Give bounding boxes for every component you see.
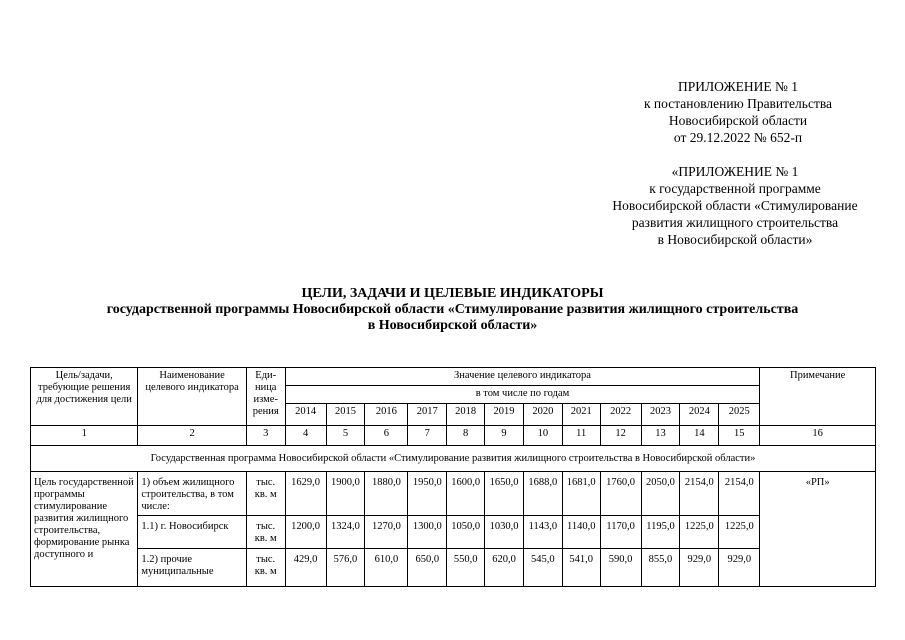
appendix-line: к государственной программе [649, 181, 821, 196]
year-cell: 2021 [562, 404, 600, 426]
appendix-line: Новосибирской области «Стимулирование [612, 198, 858, 213]
value-cell: 1030,0 [485, 516, 524, 549]
value-cell: 2154,0 [680, 472, 719, 516]
col-number: 14 [680, 426, 719, 446]
value-cell: 929,0 [719, 549, 760, 587]
value-cell: 650,0 [408, 549, 447, 587]
value-cell: 1140,0 [562, 516, 600, 549]
value-cell: 1200,0 [285, 516, 326, 549]
value-cell: 590,0 [600, 549, 641, 587]
col-number: 6 [365, 426, 408, 446]
year-cell: 2016 [365, 404, 408, 426]
year-cell: 2017 [408, 404, 447, 426]
value-cell: 541,0 [562, 549, 600, 587]
appendix-line: «ПРИЛОЖЕНИЕ № 1 [671, 164, 799, 179]
header-goal: Цель/задачи, требующие решения для достижения цели [31, 368, 138, 426]
value-cell: 1900,0 [326, 472, 365, 516]
value-cell: 1170,0 [600, 516, 641, 549]
indicator-cell: 1.1) г. Новосибирск [138, 516, 246, 549]
value-cell: 610,0 [365, 549, 408, 587]
year-cell: 2022 [600, 404, 641, 426]
col-number: 16 [760, 426, 876, 446]
year-cell: 2018 [447, 404, 485, 426]
value-cell: 1950,0 [408, 472, 447, 516]
appendix-line: развития жилищного строительства [631, 215, 839, 230]
value-cell: 1688,0 [523, 472, 562, 516]
table-row [31, 549, 876, 587]
col-number: 7 [408, 426, 447, 446]
value-cell: 1600,0 [447, 472, 485, 516]
year-cell: 2020 [523, 404, 562, 426]
header-by-year: в том числе по годам [285, 386, 760, 404]
col-number: 10 [523, 426, 562, 446]
col-number: 9 [485, 426, 524, 446]
value-cell: 1300,0 [408, 516, 447, 549]
col-number: 11 [562, 426, 600, 446]
document-title [40, 286, 865, 334]
value-cell: 1050,0 [447, 516, 485, 549]
value-cell: 1225,0 [719, 516, 760, 549]
appendix-line: Новосибирской области [668, 113, 808, 128]
program-name-cell: Государственная программа Новосибирской области «Стимулирование развития жилищного строительства в Новосибирской области» [31, 446, 876, 472]
value-cell: 1629,0 [285, 472, 326, 516]
col-number: 12 [600, 426, 641, 446]
year-cell: 2025 [719, 404, 760, 426]
title-line-3: в Новосибирской области» [367, 318, 538, 333]
col-number: 1 [31, 426, 138, 446]
value-cell: 429,0 [285, 549, 326, 587]
year-cell: 2019 [485, 404, 524, 426]
value-cell: 1324,0 [326, 516, 365, 549]
col-number: 15 [719, 426, 760, 446]
value-cell: 1760,0 [600, 472, 641, 516]
appendix-resolution-header [620, 78, 856, 146]
value-cell: 545,0 [523, 549, 562, 587]
goal-cell: Цель государственной программы стимулирование развития жилищного строительства, формирование рынка доступного и [31, 472, 138, 587]
year-cell: 2024 [680, 404, 719, 426]
header-row-1 [31, 368, 876, 386]
unit-cell: тыс. кв. м [246, 472, 285, 516]
col-number: 5 [326, 426, 365, 446]
value-cell: 576,0 [326, 549, 365, 587]
indicator-cell: 1.2) прочие муниципальные [138, 549, 246, 587]
value-cell: 620,0 [485, 549, 524, 587]
appendix-line: к постановлению Правительства [643, 96, 833, 111]
unit-cell: тыс. кв. м [246, 549, 285, 587]
col-number: 4 [285, 426, 326, 446]
program-row [31, 446, 876, 472]
value-cell: 1681,0 [562, 472, 600, 516]
value-cell: 2154,0 [719, 472, 760, 516]
value-cell: 1270,0 [365, 516, 408, 549]
title-line-1: ЦЕЛИ, ЗАДАЧИ И ЦЕЛЕВЫЕ ИНДИКАТОРЫ [301, 286, 604, 301]
value-cell: 1195,0 [641, 516, 680, 549]
value-cell: 855,0 [641, 549, 680, 587]
col-number: 8 [447, 426, 485, 446]
header-indicator: Наименование целевого индикатора [138, 368, 246, 426]
unit-cell: тыс. кв. м [246, 516, 285, 549]
value-cell: 1143,0 [523, 516, 562, 549]
year-cell: 2015 [326, 404, 365, 426]
col-number: 2 [138, 426, 246, 446]
col-number: 3 [246, 426, 285, 446]
title-line-2: государственной программы Новосибирской области «Стимулирование развития жилищного строительства [106, 302, 799, 317]
header-note: Примечание [760, 368, 876, 426]
indicators-table [30, 367, 876, 587]
value-cell: 2050,0 [641, 472, 680, 516]
header-unit: Еди-ница изме-рения [246, 368, 285, 426]
value-cell: 1225,0 [680, 516, 719, 549]
value-cell: 1650,0 [485, 472, 524, 516]
appendix-line: ПРИЛОЖЕНИЕ № 1 [677, 79, 799, 94]
column-number-row [31, 426, 876, 446]
col-number: 13 [641, 426, 680, 446]
appendix-line: в Новосибирской области» [657, 232, 813, 247]
value-cell: 929,0 [680, 549, 719, 587]
header-value: Значение целевого индикатора [285, 368, 760, 386]
note-cell: «РП» [760, 472, 876, 587]
year-cell: 2014 [285, 404, 326, 426]
appendix-line: от 29.12.2022 № 652-п [673, 130, 803, 145]
year-cell: 2023 [641, 404, 680, 426]
table-row [31, 516, 876, 549]
indicator-cell: 1) объем жилищного строительства, в том числе: [138, 472, 246, 516]
appendix-program-header [585, 163, 885, 248]
table-row [31, 472, 876, 516]
value-cell: 550,0 [447, 549, 485, 587]
value-cell: 1880,0 [365, 472, 408, 516]
